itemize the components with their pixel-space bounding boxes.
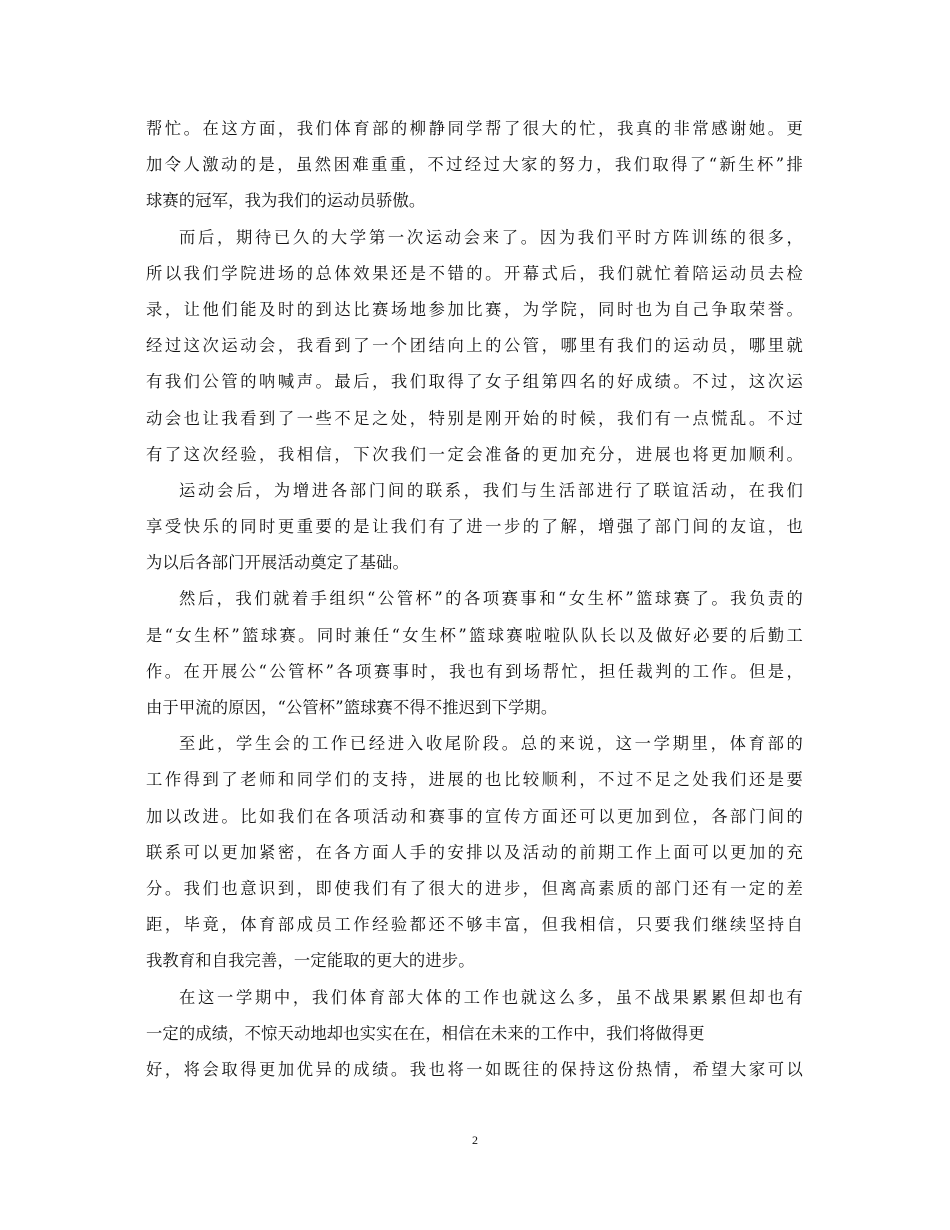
text-line: 由于甲流的原因，“公管杯”篮球赛不得不推迟到下学期。	[146, 698, 558, 717]
text-line: 所以我们学院进场的总体效果还是不错的。开幕式后，我们就忙着陪运动员去检	[146, 263, 803, 283]
text-line: 工作得到了老师和同学们的支持，进展的也比较顺利，不过不足之处我们还是要	[146, 770, 803, 790]
text-line: 是“女生杯”篮球赛。同时兼任“女生杯”篮球赛啦啦队队长以及做好必要的后勤工	[146, 625, 803, 645]
text-line: 我教育和自我完善，一定能取的更大的进步。	[146, 951, 475, 971]
text-line: 经过这次运动会，我看到了一个团结向上的公管，哪里有我们的运动员，哪里就	[146, 336, 803, 356]
text-line: 球赛的冠军，我为我们的运动员骄傲。	[146, 191, 426, 211]
text-line: 享受快乐的同时更重要的是让我们有了进一步的了解，增强了部门间的友谊，也	[146, 517, 803, 537]
paragraph-first-line: 在这一学期中，我们体育部大体的工作也就这么多，虽不战果累累但却也有	[179, 987, 803, 1007]
text-line: 有我们公管的呐喊声。最后，我们取得了女子组第四名的好成绩。不过，这次运	[146, 372, 803, 392]
text-line: 动会也让我看到了一些不足之处，特别是刚开始的时候，我们有一点慌乱。不过	[146, 408, 803, 428]
paragraph-first-line: 然后，我们就着手组织“公管杯”的各项赛事和“女生杯”篮球赛了。我负责的	[179, 589, 803, 609]
text-line: 有了这次经验，我相信，下次我们一定会准备的更加充分，进展也将更加顺利。	[146, 444, 803, 464]
page-number: 2	[472, 1133, 478, 1147]
text-line: 加以改进。比如我们在各项活动和赛事的宣传方面还可以更加到位，各部门间的	[146, 806, 803, 826]
paragraph-first-line: 而后，期待已久的大学第一次运动会来了。因为我们平时方阵训练的很多，	[179, 227, 803, 247]
paragraph-first-line: 运动会后，为增进各部门间的联系，我们与生活部进行了联谊活动，在我们	[179, 480, 803, 500]
text-line: 距，毕竟，体育部成员工作经验都还不够丰富，但我相信，只要我们继续坚持自	[146, 915, 803, 935]
text-line: 一定的成绩，不惊天动地却也实实在在，相信在未来的工作中，我们将做得更	[146, 1023, 705, 1043]
document-body	[146, 111, 803, 1088]
text-line: 为以后各部门开展活动奠定了基础。	[146, 553, 409, 573]
text-line: 好，将会取得更加优异的成绩。我也将一如既往的保持这份热情，希望大家可以	[146, 1059, 803, 1079]
text-line: 分。我们也意识到，即使我们有了很大的进步，但离高素质的部门还有一定的差	[146, 878, 803, 898]
paragraph-first-line: 至此，学生会的工作已经进入收尾阶段。总的来说，这一学期里，体育部的	[179, 734, 803, 754]
text-line: 作。在开展公“公管杯”各项赛事时，我也有到场帮忙，担任裁判的工作。但是，	[146, 661, 803, 681]
text-line: 联系可以更加紧密，在各方面人手的安排以及活动的前期工作上面可以更加的充	[146, 842, 803, 862]
text-line: 录，让他们能及时的到达比赛场地参加比赛，为学院，同时也为自己争取荣誉。	[146, 299, 803, 319]
text-line: 加令人激动的是，虽然困难重重，不过经过大家的努力，我们取得了“新生杯”排	[146, 155, 803, 175]
text-line: 帮忙。在这方面，我们体育部的柳静同学帮了很大的忙，我真的非常感谢她。更	[146, 119, 803, 138]
